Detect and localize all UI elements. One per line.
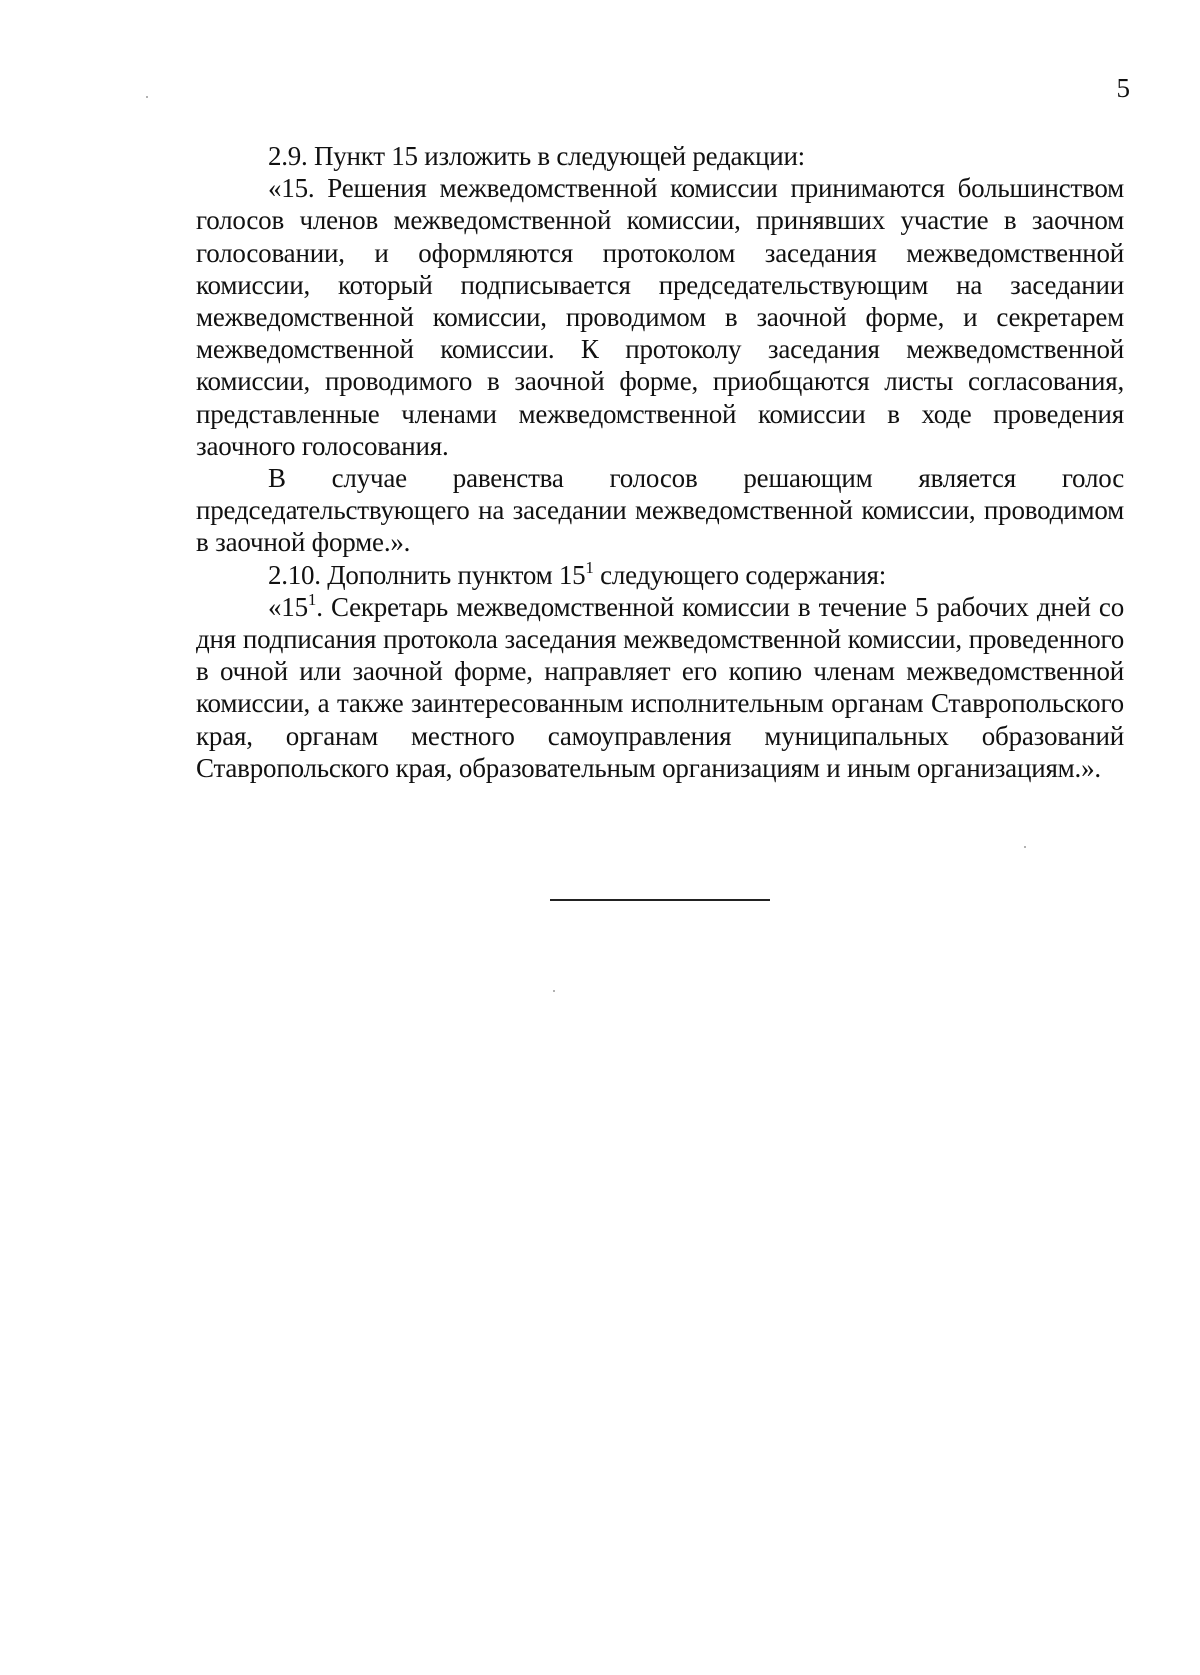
scan-speck [146, 96, 148, 98]
superscript-marker: 1 [307, 589, 317, 609]
document-body [196, 140, 1124, 784]
paragraph-15-text: «15. Решения межведомственной комиссии принимаются большинством голосов членов межведомственной комиссии, принявших участие в заочном голосовании, и оформляются протоколом заседания межведомственной комиссии, который подписывается председательствующим на заседании межведомственной комиссии, проводимом в заочной форме, и секретарем межведомственной комиссии. К протоколу заседания межведомственной комиссии, проводимого в заочной форме, приобщаются листы согласования, представленные членами межведомственной комиссии в ходе проведения заочного голосования. [196, 173, 1124, 461]
paragraph-15-1-number: «15 [268, 591, 308, 622]
closing-separator-line [550, 899, 770, 901]
scan-speck [553, 990, 555, 992]
paragraph-tie-vote: В случае равенства голосов решающим является голос председательствующего на заседании межведомственной комиссии, проводимом в заочной форме.». [196, 463, 1124, 558]
paragraph-2-9: 2.9. Пункт 15 изложить в следующей редакции: [268, 141, 805, 171]
paragraph-2-10-tail: следующего содержания: [593, 559, 886, 590]
paragraph-15-1-text [196, 591, 1124, 784]
paragraph-2-10-text: 2.10. Дополнить пунктом 15 [268, 559, 586, 590]
paragraph-15-1-body: . Секретарь межведомственной комиссии в течение 5 рабочих дней со дня подписания протокола заседания межведомственной комиссии, проведенного в очной или заочной форме, направляет его копию членам межведомственной комиссии, а также заинтересованным исполнительным органам Ставропольского края, органам местного самоуправления муниципальных образований Ставропольского края, образовательным организациям и иным организациям.». [196, 591, 1124, 783]
page-number: 5 [1116, 73, 1130, 103]
scan-speck [1024, 846, 1026, 848]
paragraph-2-10 [196, 559, 1124, 591]
superscript-marker: 1 [585, 557, 594, 577]
